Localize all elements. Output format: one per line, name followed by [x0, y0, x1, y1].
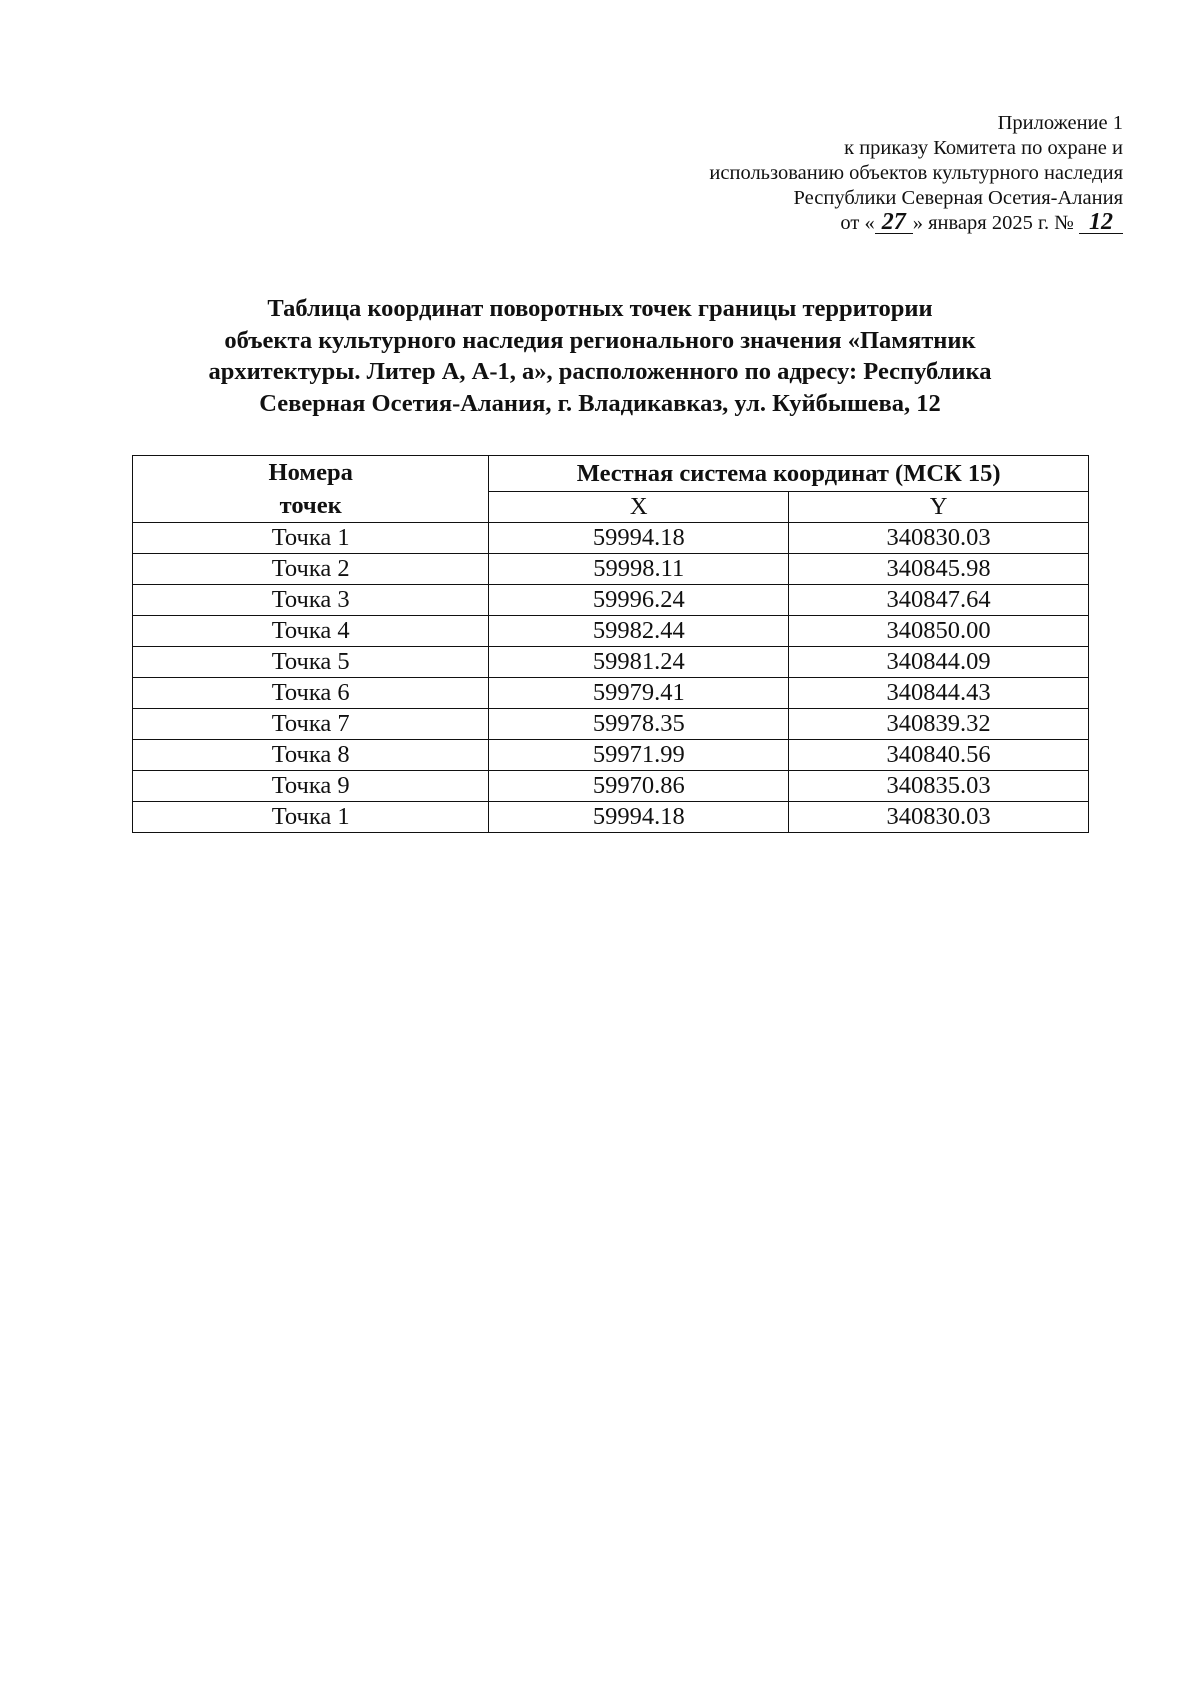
- cell-x: 59979.41: [489, 678, 789, 709]
- annex-line-1: Приложение 1: [997, 112, 1123, 134]
- cell-y: 340835.03: [789, 771, 1089, 802]
- cell-y: 340845.98: [789, 554, 1089, 585]
- cell-x: 59970.86: [489, 771, 789, 802]
- cell-y: 340850.00: [789, 616, 1089, 647]
- cell-point: Точка 3: [133, 585, 489, 616]
- table-row: [133, 709, 1089, 740]
- cell-x: 59981.24: [489, 647, 789, 678]
- cell-x: 59971.99: [489, 740, 789, 771]
- cell-x: 59994.18: [489, 802, 789, 833]
- table-row: [133, 802, 1089, 833]
- table-row: [133, 554, 1089, 585]
- date-prefix: от «: [840, 212, 875, 234]
- header-x: X: [489, 492, 789, 523]
- header-y: Y: [789, 492, 1089, 523]
- cell-point: Точка 4: [133, 616, 489, 647]
- table-row: [133, 616, 1089, 647]
- header-coordinate-system: Местная система координат (МСК 15): [489, 456, 1089, 492]
- title-line-2: объекта культурного наследия регионального значения «Памятник: [224, 326, 976, 354]
- annex-line-3: использованию объектов культурного наследия: [709, 162, 1123, 184]
- header-point-numbers: [133, 456, 489, 523]
- title-line-3: архитектуры. Литер А, А-1, а», расположенного по адресу: Республика: [208, 358, 992, 385]
- table-row: [133, 771, 1089, 802]
- title-line-1: Таблица координат поворотных точек границы территории: [267, 295, 933, 322]
- cell-point: Точка 5: [133, 647, 489, 678]
- cell-y: 340830.03: [789, 802, 1089, 833]
- title-line-4: Северная Осетия-Алания, г. Владикавказ, ул. Куйбышева, 12: [259, 389, 941, 417]
- cell-point: Точка 6: [133, 678, 489, 709]
- header-point-numbers-line-2: точек: [279, 492, 342, 519]
- cell-point: Точка 7: [133, 709, 489, 740]
- cell-y: 340847.64: [789, 585, 1089, 616]
- handwritten-order-number: 12: [1079, 211, 1123, 234]
- document-title: [120, 293, 1080, 419]
- date-suffix: » января 2025 г. №: [912, 212, 1074, 234]
- table-row: [133, 523, 1089, 554]
- cell-point: Точка 1: [133, 802, 489, 833]
- annex-line-2: к приказу Комитета по охране и: [844, 137, 1123, 159]
- cell-y: 340844.43: [789, 678, 1089, 709]
- cell-y: 340840.56: [789, 740, 1089, 771]
- cell-point: Точка 2: [133, 554, 489, 585]
- table-row: [133, 647, 1089, 678]
- cell-y: 340830.03: [789, 523, 1089, 554]
- table-row: [133, 740, 1089, 771]
- cell-point: Точка 1: [133, 523, 489, 554]
- cell-x: 59982.44: [489, 616, 789, 647]
- annex-line-4: Республики Северная Осетия-Алания: [793, 187, 1123, 209]
- cell-x: 59978.35: [489, 709, 789, 740]
- table-row: [133, 678, 1089, 709]
- handwritten-day: 27: [875, 211, 913, 234]
- annex-date-line: [709, 211, 1123, 236]
- cell-y: 340839.32: [789, 709, 1089, 740]
- table-row: [133, 585, 1089, 616]
- cell-x: 59994.18: [489, 523, 789, 554]
- cell-point: Точка 8: [133, 740, 489, 771]
- coordinates-table: [132, 455, 1089, 833]
- header-point-numbers-line-1: Номера: [268, 459, 353, 486]
- cell-x: 59996.24: [489, 585, 789, 616]
- annex-header: [709, 111, 1123, 236]
- cell-point: Точка 9: [133, 771, 489, 802]
- cell-y: 340844.09: [789, 647, 1089, 678]
- cell-x: 59998.11: [489, 554, 789, 585]
